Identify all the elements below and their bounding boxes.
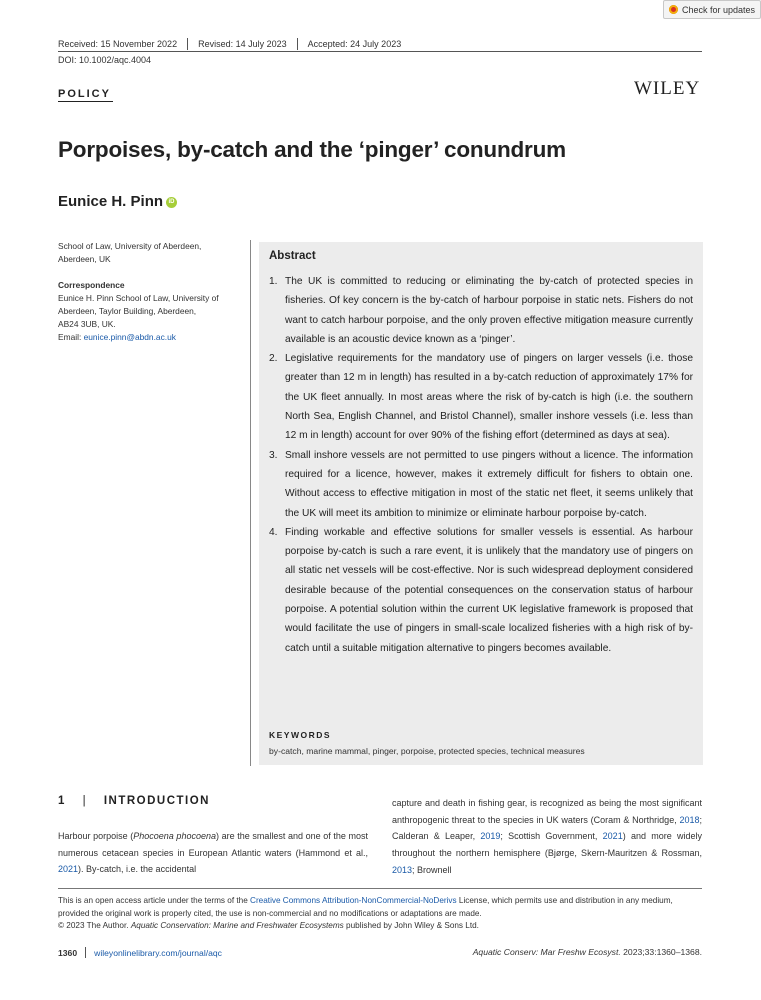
body-text: ; Brownell bbox=[412, 864, 452, 875]
body-text: ; Calderan & Leaper, bbox=[392, 814, 702, 842]
body-text: ) are the smallest and one of the most numerous cetacean species in European Atlantic waters (Hammond et al., bbox=[58, 831, 368, 858]
abstract-heading: Abstract bbox=[269, 250, 316, 262]
body-text: ) and more widely throughout the northern hemisphere (Bjørge, Skern-Mauritzen & Rossman, bbox=[392, 831, 702, 859]
copyright-text: © 2023 The Author. bbox=[58, 921, 131, 930]
affiliation-line: School of Law, University of Aberdeen, bbox=[58, 241, 202, 251]
body-text: capture and death in fishing gear, is recognized as being the most significant anthropogenic threat to the species in UK waters (Coram & Northridge, bbox=[392, 798, 702, 825]
citation-link[interactable]: 2013 bbox=[392, 864, 413, 875]
section-separator: | bbox=[82, 795, 88, 807]
intro-column-left bbox=[58, 828, 368, 878]
abstract-item-number: 2. bbox=[269, 353, 278, 365]
copyright-line bbox=[58, 920, 702, 933]
revised-date: Revised: 14 July 2023 bbox=[187, 38, 297, 50]
article-title: Porpoises, by-catch and the ‘pinger’ conundrum bbox=[58, 137, 566, 162]
page-footer bbox=[58, 947, 222, 958]
species-name: Phocoena phocoena bbox=[133, 831, 216, 841]
correspondence-line: Eunice H. Pinn School of Law, University of bbox=[58, 293, 219, 303]
abstract-item bbox=[269, 272, 693, 349]
citation-link[interactable]: 2021 bbox=[602, 831, 623, 842]
journal-url[interactable]: wileyonlinelibrary.com/journal/aqc bbox=[94, 947, 222, 958]
license-link[interactable]: Creative Commons Attribution-NonCommercial-NoDerivs bbox=[250, 896, 457, 905]
abstract-list bbox=[269, 272, 693, 658]
email-link[interactable]: eunice.pinn@abdn.ac.uk bbox=[83, 332, 176, 342]
citation-link[interactable]: 2018 bbox=[679, 814, 700, 825]
citation-details: 2023;33:1360–1368. bbox=[620, 947, 702, 957]
footer-separator bbox=[85, 947, 86, 958]
license-footnote bbox=[58, 895, 702, 933]
check-for-updates-label: Check for updates bbox=[682, 4, 756, 15]
check-for-updates-button[interactable] bbox=[663, 0, 761, 19]
abstract-item-number: 3. bbox=[269, 449, 278, 461]
abstract-item bbox=[269, 523, 693, 658]
correspondence-line: Aberdeen, Taylor Building, Aberdeen, bbox=[58, 306, 197, 316]
section-title: INTRODUCTION bbox=[103, 795, 210, 807]
correspondence-heading: Correspondence bbox=[58, 280, 125, 290]
body-text: Harbour porpoise ( bbox=[58, 831, 134, 841]
section-label: POLICY bbox=[58, 88, 111, 100]
section-number: 1 bbox=[58, 795, 66, 807]
abstract-item-text: The UK is committed to reducing or eliminating the by-catch of protected species in fisheries. Of key concern is the by-catch of harbour porpoise in static nets. Fishers do not want to catch harbour porpoise, and the only proven effective mitigation measure currently available is an acoustic device known as a ‘pinger’. bbox=[285, 276, 693, 345]
affiliation-block bbox=[58, 240, 243, 344]
abstract-item-text: Finding workable and effective solutions for smaller vessels is essential. As harbour porpoise by-catch is such a rare event, it is unlikely that the mandatory use of pingers on all static net vessels will be cost-effective. Nor is such widespread deployment considered desirable because of the potential consequences on the conservation status of harbour porpoise. A potential solution within the current UK legislative framework is proposed that would facilitate the use of pingers in small-scale localized fisheries with a high risk of by-catch until a suitable mitigation alternative to pingers becomes available. bbox=[285, 526, 693, 654]
affiliation-line: Aberdeen, UK bbox=[58, 254, 111, 264]
crossmark-icon bbox=[669, 5, 678, 14]
footnote-divider bbox=[58, 888, 702, 889]
abstract-box bbox=[259, 242, 703, 765]
accepted-date: Accepted: 24 July 2023 bbox=[297, 38, 412, 50]
abstract-item bbox=[269, 446, 693, 523]
intro-column-right bbox=[392, 795, 702, 879]
article-dates bbox=[58, 38, 411, 50]
email-line bbox=[58, 331, 243, 344]
received-date: Received: 15 November 2022 bbox=[58, 39, 178, 49]
citation-footer bbox=[473, 947, 702, 957]
citation-link[interactable]: 2021 bbox=[58, 864, 79, 875]
correspondence-line: AB24 3UB, UK. bbox=[58, 319, 116, 329]
abstract-item-number: 4. bbox=[269, 526, 278, 538]
copyright-text: published by John Wiley & Sons Ltd. bbox=[343, 921, 479, 930]
abstract-side-rule bbox=[250, 240, 251, 766]
keywords-heading: KEYWORDS bbox=[269, 730, 332, 740]
publisher-logo: WILEY bbox=[634, 78, 701, 99]
abstract-item-number: 1. bbox=[269, 276, 278, 287]
body-text: ; Scottish Government, bbox=[500, 831, 603, 842]
abstract-item-text: Small inshore vessels are not permitted to use pingers without a licence. The information required for a licence, however, makes it extremely difficult for fishers to obtain one. Without access to effective mitigation in most of the static net fleet, it seems unlikely that the UK will meet its ambition to minimize or eliminate harbour porpoise by-catch. bbox=[285, 449, 693, 519]
citation-journal: Aquatic Conserv: Mar Freshw Ecosyst. bbox=[472, 947, 621, 957]
license-text-part: This is an open access article under the terms of the bbox=[58, 896, 251, 905]
abstract-item-text: Legislative requirements for the mandatory use of pingers on larger vessels (i.e. those greater than 12 m in length) has resulted in a by-catch reduction of approximately 17% for the UK fleet annually. In most areas where the risk of by-catch is high (i.e. the southern North Sea, English Channel, and Bristol Channel), smaller inshore vessels (i.e. less than 12 m in length) account for over 90% of the fishing effort (determined as days at sea). bbox=[285, 353, 693, 442]
body-text: ). By-catch, i.e. the accidental bbox=[78, 864, 197, 875]
doi[interactable]: DOI: 10.1002/aqc.4004 bbox=[58, 55, 152, 65]
header-divider bbox=[58, 51, 702, 52]
author-name-text: Eunice H. Pinn bbox=[58, 193, 164, 210]
section-label-underline bbox=[58, 101, 113, 102]
journal-name: Aquatic Conservation: Marine and Freshwater Ecosystems bbox=[130, 921, 344, 930]
orcid-icon[interactable]: iD bbox=[166, 197, 177, 208]
license-text-part: License, which permits use and distribution in any medium, provided the original work is properly cited, the use is non-commercial and no modifications or adaptations are made. bbox=[58, 896, 673, 918]
keywords-list: by-catch, marine mammal, pinger, porpoise, protected species, technical measures bbox=[269, 746, 585, 756]
abstract-item bbox=[269, 349, 693, 445]
citation-link[interactable]: 2019 bbox=[480, 831, 501, 842]
license-text bbox=[58, 895, 702, 920]
author-name[interactable] bbox=[58, 193, 177, 210]
email-label: Email: bbox=[58, 332, 82, 342]
page-number: 1360 bbox=[58, 947, 78, 958]
introduction-heading bbox=[58, 795, 210, 807]
